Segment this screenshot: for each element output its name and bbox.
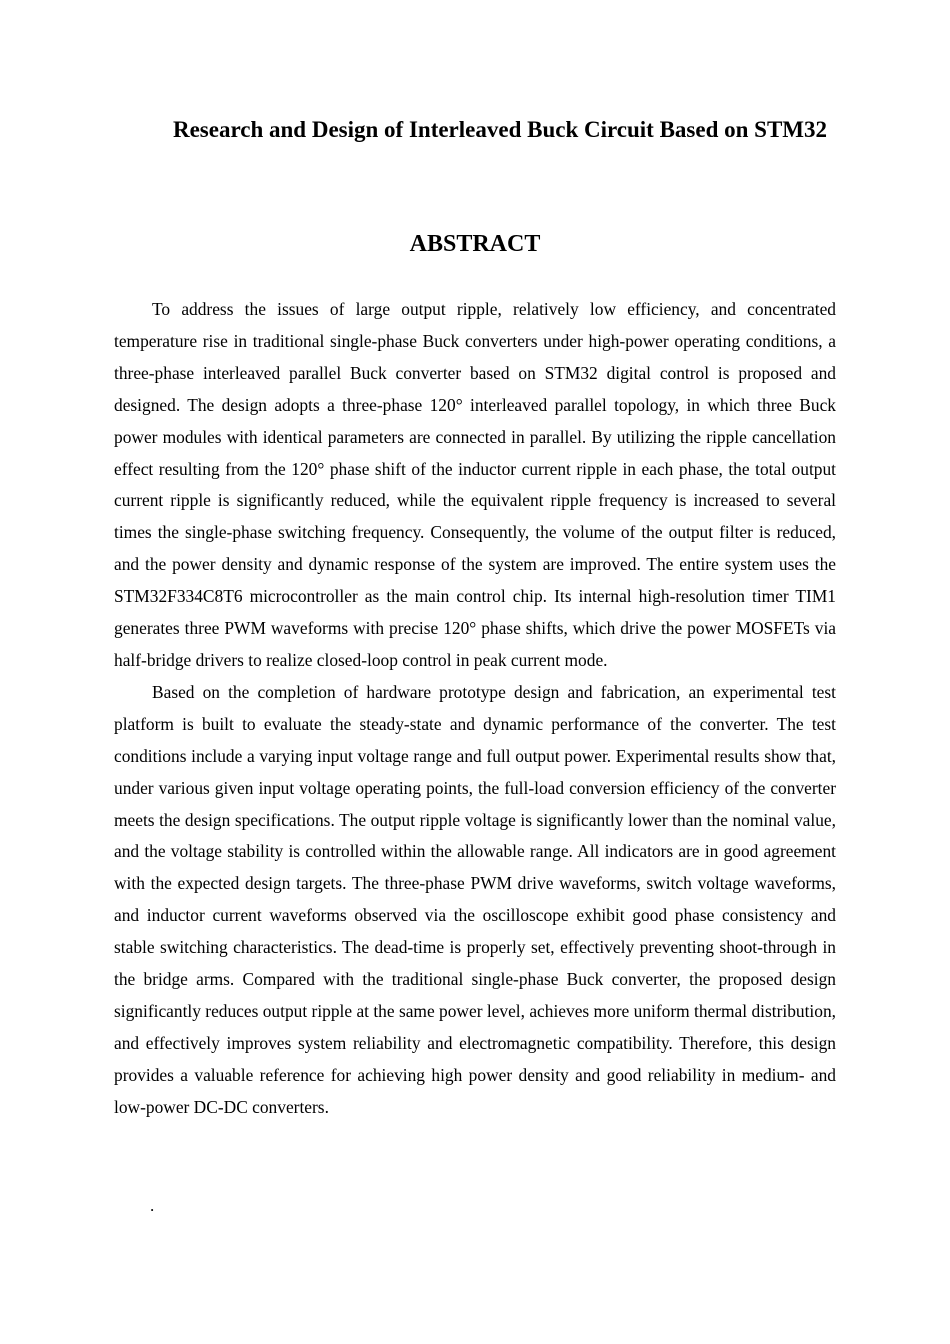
trailing-mark: . [150, 1196, 155, 1215]
abstract-paragraph-1: To address the issues of large output ripple, relatively low efficiency, and concentrated temperature rise in traditional single-phase Buck converters under high-power operating conditions, a three-phase interleaved parallel Buck converter based on STM32 digital control is proposed and designed. The design adopts a three-phase 120° interleaved parallel topology, in which three Buck power modules with identical parameters are connected in parallel. By utilizing the ripple cancellation effect resulting from the 120° phase shift of the inductor current ripple in each phase, the total output current ripple is significantly reduced, while the equivalent ripple frequency is increased to several times the single-phase switching frequency. Consequently, the volume of the output filter is reduced, and the power density and dynamic response of the system are improved. The entire system uses the STM32F334C8T6 microcontroller as the main control chip. Its internal high-resolution timer TIM1 generates three PWM waveforms with precise 120° phase shifts, which drive the power MOSFETs via half-bridge drivers to realize closed-loop control in peak current mode. [114, 299, 836, 670]
abstract-heading: ABSTRACT [409, 231, 541, 257]
abstract-paragraph-2: Based on the completion of hardware prototype design and fabrication, an experimental test platform is built to evaluate the steady-state and dynamic performance of the converter. The test conditions include a varying input voltage range and full output power. Experimental results show that, under various given input voltage operating points, the full-load conversion efficiency of the converter meets the design specifications. The output ripple voltage is significantly lower than the nominal value, and the voltage stability is controlled within the allowable range. All indicators are in good agreement with the expected design targets. The three-phase PWM drive waveforms, switch voltage waveforms, and inductor current waveforms observed via the oscilloscope exhibit good phase consistency and stable switching characteristics. The dead-time is properly set, effectively preventing shoot-through in the bridge arms. Compared with the traditional single-phase Buck converter, the proposed design significantly reduces output ripple at the same power level, achieves more uniform thermal distribution, and effectively improves system reliability and electromagnetic compatibility. Therefore, this design provides a valuable reference for achieving high power density and good reliability in medium- and low-power DC-DC converters. [114, 681, 836, 1117]
document-title: Research and Design of Interleaved Buck Circuit Based on STM32 [172, 117, 828, 142]
abstract-body [114, 294, 836, 1124]
